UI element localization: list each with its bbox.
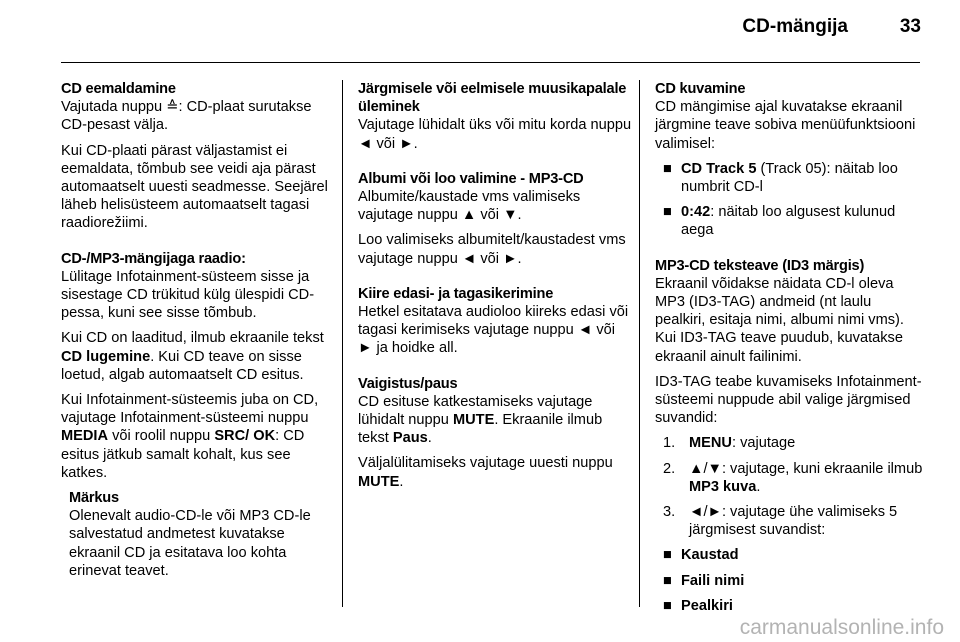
list-item [663,460,925,496]
paragraph [61,98,331,134]
heading-cd-remove: CD eemaldamine [61,81,176,97]
bullet-icon: ■ [663,572,672,589]
option-label: Pealkiri [681,597,733,614]
paragraph [61,329,331,384]
display-text-label: CD Track 5 [681,160,757,177]
paragraph: Vajutage lühidalt üks või mitu korda nuppu ◄ või ►. [358,117,632,152]
paragraph: Lülitage Infotainment-süsteem sisse ja sisestage CD trükitud külg ülespidi CD-pessa, kuni see sisse tõmbub. [61,268,315,322]
note-box [69,489,331,580]
text: : näitab loo algusest kulunud aega [681,204,896,239]
text: Vajutada nuppu [61,99,167,116]
text: Kui CD on laaditud, ilmub ekraanile tekst [61,330,324,347]
button-name: MUTE [452,412,495,429]
note-title: Märkus [69,490,119,507]
button-name: SRC/ OK [214,428,276,445]
list-number: 3. [663,504,676,521]
display-text-label: Paus [392,430,428,447]
list-item [663,546,925,564]
bullet-icon: ■ [663,204,672,221]
note-text: Olenevalt audio-CD-le või MP3 CD-le salvestatud andmetest kuvatakse ekraanil CD ja esitatava loo kohta erinevat teavet. [69,508,311,579]
column-divider-1 [342,80,343,607]
paragraph [61,391,331,482]
button-name: MEDIA [61,428,109,445]
paragraph [358,454,633,490]
paragraph: Loo valimiseks albumitelt/kaustadest vms vajutage nuppu ◄ või ►. [358,232,626,267]
paragraph: ID3-TAG teabe kuvamiseks Infotainment-süsteemi nuppude abil valige järgmised suvandid: [655,373,922,427]
heading-id3-info: MP3-CD teksteave (ID3 märgis) [655,257,865,274]
list-item [663,597,925,615]
button-name: MUTE [358,473,400,490]
display-text-label: 0:42 [681,204,711,221]
column-2 [358,80,633,498]
list-item [663,503,925,539]
text: . [427,430,432,447]
paragraph: Hetkel esitatava audioloo kiireks edasi või tagasi kerimiseks vajutage nuppu ◄ või ► ja hoidke all. [358,304,629,357]
list-item [663,434,925,452]
text: . [399,473,404,490]
paragraph [358,393,633,448]
text: (Track 05): näitab loo numbrit CD-l [681,160,898,196]
list-number: 1. [663,435,676,452]
paragraph: CD mängimise ajal kuvatakse ekraanil järgmine teave sobiva menüüfunktsiooni valimisel: [655,99,916,152]
display-text-label: CD lugemine [61,348,151,365]
page-number: 33 [899,16,921,37]
heading-mute-pause: Vaigistus/paus [358,375,458,392]
bullet-icon: ■ [663,547,672,564]
text: ◄/►: vajutage ühe valimiseks 5 järgmisest suvandist: [689,504,898,539]
button-name: MENU [689,435,732,452]
eject-icon: ≙ [166,99,179,116]
text: : CD esitus jätkub samalt kohalt, kus see katkes. [61,428,305,481]
text: : vajutage [731,435,796,452]
page-title: CD-mängija [742,16,848,37]
heading-next-prev: Järgmisele või eelmisele muusikapalale üleminek [358,81,627,116]
list-item [663,203,925,239]
text: Väljalülitamiseks vajutage uuesti nuppu [358,455,613,472]
text: . [756,478,761,495]
heading-fast-forward: Kiire edasi- ja tagasikerimine [358,285,554,302]
watermark: carmanualsonline.info [739,616,944,639]
text: . Ekraanile ilmub tekst [358,412,603,447]
column-divider-2 [639,80,640,607]
header-rule [61,62,920,63]
paragraph: Ekraanil võidakse näidata CD-l oleva MP3 (ID3-TAG) andmeid (nt laulu pealkiri, esitaja nimi, albumi nimi vms). Kui ID3-TAG teave puudub, kuvatakse ekraanil ainult failinimi. [655,275,904,365]
bullet-icon: ■ [663,160,672,177]
list-number: 2. [663,460,676,477]
column-3 [655,80,925,622]
text: ▲/▼: vajutage, kuni ekraanile ilmub [689,460,923,477]
paragraph: Albumite/kaustade vms valimiseks vajutage nuppu ▲ või ▼. [358,189,581,224]
text: : CD-plaat surutakse CD-pesast välja. [61,99,312,134]
option-label: Faili nimi [681,572,745,589]
paragraph: Kui CD-plaati pärast väljastamist ei eemaldata, tõmbub see veidi aja pärast automaatselt uuesti seadmesse. Seejärel läheb helisüsteem automaatselt tagasi raadiorežiimi. [61,142,328,232]
column-1 [61,80,331,587]
text: või roolil nuppu [108,428,215,445]
bullet-icon: ■ [663,597,672,614]
heading-album-select: Albumi või loo valimine - MP3-CD [358,170,584,187]
text: CD esituse katkestamiseks vajutage lühidalt nuppu [358,393,593,429]
heading-cd-display: CD kuvamine [655,81,746,97]
list-item [663,572,925,590]
page-header [0,0,960,64]
heading-radio-cd: CD-/MP3-mängijaga raadio: [61,250,246,267]
option-label: Kaustad [681,547,739,564]
text: Kui Infotainment-süsteemis juba on CD, vajutage Infotainment-süsteemi nuppu [61,392,319,427]
display-text-label: MP3 kuva [689,478,757,495]
text: . Kui CD teave on sisse loetud, algab automaatselt CD esitus. [61,348,304,383]
list-item [663,160,925,196]
